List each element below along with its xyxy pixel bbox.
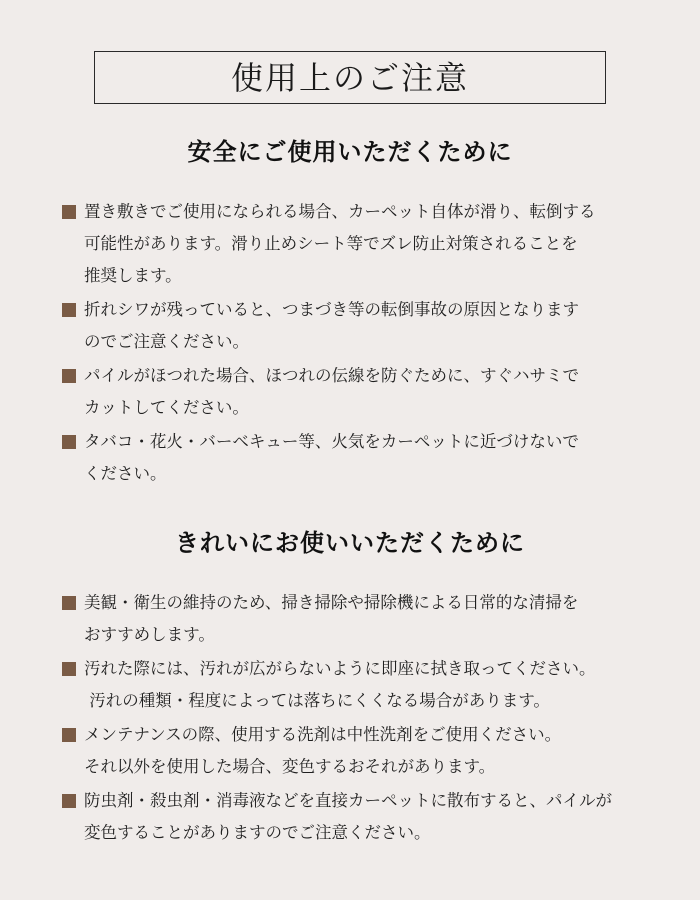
list-item: [62, 785, 662, 849]
list-item: [62, 360, 662, 424]
item-line: それ以外を使用した場合、変色するおそれがあります。: [84, 757, 496, 776]
section-heading-safety: 安全にご使用いただくために: [187, 138, 513, 166]
item-line: のでご注意ください。: [84, 332, 249, 351]
list-item: [62, 653, 662, 717]
square-bullet-icon: [62, 728, 76, 742]
item-line: 可能性があります。滑り止めシート等でズレ防止対策されることを: [84, 234, 578, 253]
list-item: [62, 719, 662, 783]
square-bullet-icon: [62, 205, 76, 219]
square-bullet-icon: [62, 435, 76, 449]
item-line: 推奨します。: [84, 266, 182, 285]
item-line: 美観・衛生の維持のため、掃き掃除や掃除機による日常的な清掃を: [84, 593, 579, 612]
title-box: [94, 51, 606, 104]
item-line: 防虫剤・殺虫剤・消毒液などを直接カーペットに散布すると、パイルが: [84, 791, 612, 810]
cleaning-list: [62, 587, 662, 851]
item-line: おすすめします。: [84, 625, 215, 644]
square-bullet-icon: [62, 369, 76, 383]
page-title: 使用上のご注意: [230, 58, 469, 97]
square-bullet-icon: [62, 596, 76, 610]
item-line: パイルがほつれた場合、ほつれの伝線を防ぐために、すぐハサミで: [84, 366, 579, 385]
item-line: 折れシワが残っていると、つまづき等の転倒事故の原因となります: [84, 300, 579, 319]
square-bullet-icon: [62, 662, 76, 676]
safety-list: [62, 196, 662, 492]
section-heading-cleaning: きれいにお使いいただくために: [175, 529, 525, 557]
item-line: 変色することがありますのでご注意ください。: [84, 823, 431, 842]
list-item: [62, 587, 662, 651]
list-item: [62, 196, 662, 292]
item-line: メンテナンスの際、使用する洗剤は中性洗剤をご使用ください。: [84, 725, 562, 744]
item-line: 置き敷きでご使用になられる場合、カーペット自体が滑り、転倒する: [84, 202, 596, 221]
item-line: ください。: [84, 464, 167, 483]
item-line: 汚れた際には、汚れが広がらないように即座に拭き取ってください。: [84, 659, 596, 678]
list-item: [62, 426, 662, 490]
item-line: 汚れの種類・程度によっては落ちにくくなる場合があります。: [84, 691, 550, 710]
item-line: タバコ・花火・バーベキュー等、火気をカーペットに近づけないで: [84, 432, 579, 451]
square-bullet-icon: [62, 303, 76, 317]
item-line: カットしてください。: [84, 398, 249, 417]
list-item: [62, 294, 662, 358]
square-bullet-icon: [62, 794, 76, 808]
